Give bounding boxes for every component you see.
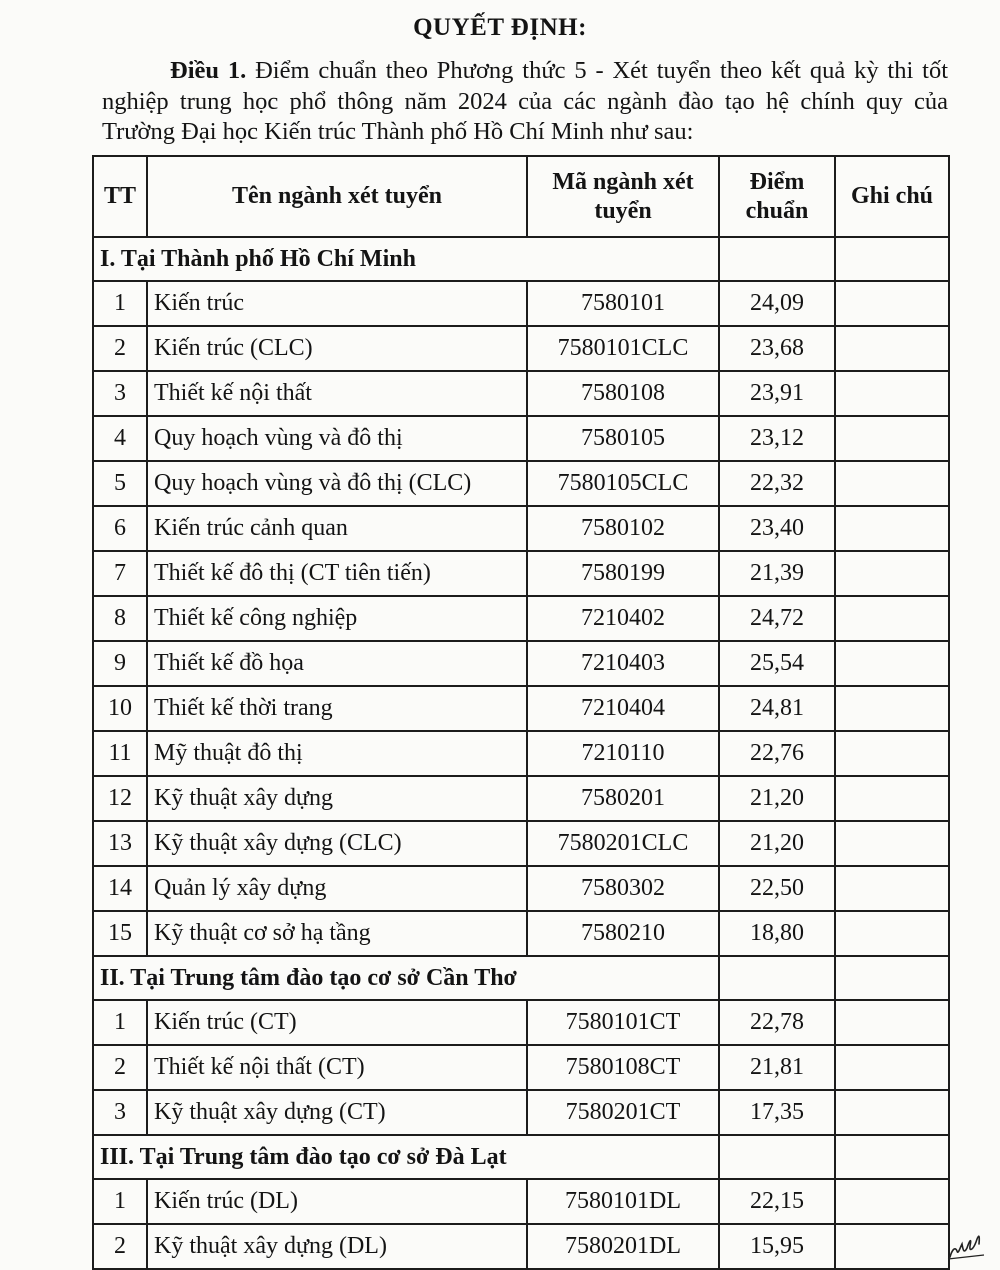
header-major-name: Tên ngành xét tuyển (147, 156, 527, 237)
major-name: Kiến trúc (CLC) (147, 326, 527, 371)
note-cell (835, 461, 949, 506)
major-name: Kiến trúc (147, 281, 527, 326)
major-name: Thiết kế thời trang (147, 686, 527, 731)
section-score-cell (719, 956, 835, 1000)
section-note-cell (835, 956, 949, 1000)
major-name: Thiết kế nội thất (147, 371, 527, 416)
cutoff-score: 23,12 (719, 416, 835, 461)
row-number: 3 (93, 371, 147, 416)
table-row (93, 911, 949, 956)
row-number: 9 (93, 641, 147, 686)
row-number: 2 (93, 1045, 147, 1090)
cutoff-score: 22,50 (719, 866, 835, 911)
major-code: 7580108CT (527, 1045, 719, 1090)
header-score: Điểm chuẩn (719, 156, 835, 237)
major-name: Kỹ thuật xây dựng (CT) (147, 1090, 527, 1135)
note-cell (835, 1045, 949, 1090)
major-name: Quy hoạch vùng và đô thị (CLC) (147, 461, 527, 506)
row-number: 1 (93, 1000, 147, 1045)
table-row (93, 776, 949, 821)
major-code: 7210402 (527, 596, 719, 641)
cutoff-score: 25,54 (719, 641, 835, 686)
article-label: Điều 1. (170, 57, 247, 84)
row-number: 4 (93, 416, 147, 461)
major-name: Thiết kế nội thất (CT) (147, 1045, 527, 1090)
section-note-cell (835, 1135, 949, 1179)
row-number: 2 (93, 1224, 147, 1269)
note-cell (835, 551, 949, 596)
major-name: Thiết kế đồ họa (147, 641, 527, 686)
table-row (93, 866, 949, 911)
cutoff-score: 22,76 (719, 731, 835, 776)
table-header-row (93, 156, 949, 237)
note-cell (835, 416, 949, 461)
major-code: 7580302 (527, 866, 719, 911)
article-text: Điểm chuẩn theo Phương thức 5 - Xét tuyển theo kết quả kỳ thi tốt nghiệp trung học phổ thông năm 2024 của các ngành đào tạo hệ chính quy của Trường Đại học Kiến trúc Thành phố Hồ Chí Minh như sau: (102, 57, 949, 145)
section-header-row (93, 956, 949, 1000)
major-code: 7580102 (527, 506, 719, 551)
note-cell (835, 1224, 949, 1269)
cutoff-score: 18,80 (719, 911, 835, 956)
article-paragraph (102, 56, 948, 148)
note-cell (835, 506, 949, 551)
table-row (93, 1179, 949, 1224)
major-name: Quy hoạch vùng và đô thị (147, 416, 527, 461)
table-row (93, 641, 949, 686)
table-row (93, 326, 949, 371)
major-code: 7210403 (527, 641, 719, 686)
row-number: 2 (93, 326, 147, 371)
row-number: 10 (93, 686, 147, 731)
major-code: 7210404 (527, 686, 719, 731)
major-code: 7580201 (527, 776, 719, 821)
note-cell (835, 326, 949, 371)
major-name: Kỹ thuật xây dựng (147, 776, 527, 821)
cutoff-score: 17,35 (719, 1090, 835, 1135)
note-cell (835, 911, 949, 956)
note-cell (835, 821, 949, 866)
major-code: 7580105CLC (527, 461, 719, 506)
table-row (93, 731, 949, 776)
cutoff-score: 22,78 (719, 1000, 835, 1045)
table-row (93, 596, 949, 641)
table-row (93, 416, 949, 461)
header-major-code: Mã ngành xét tuyển (527, 156, 719, 237)
major-code: 7580199 (527, 551, 719, 596)
major-code: 7580201CT (527, 1090, 719, 1135)
row-number: 5 (93, 461, 147, 506)
note-cell (835, 776, 949, 821)
row-number: 13 (93, 821, 147, 866)
table-row (93, 686, 949, 731)
row-number: 3 (93, 1090, 147, 1135)
cutoff-score: 23,40 (719, 506, 835, 551)
cutoff-score: 24,09 (719, 281, 835, 326)
cutoff-score: 21,39 (719, 551, 835, 596)
section-score-cell (719, 237, 835, 281)
major-name: Kỹ thuật cơ sở hạ tầng (147, 911, 527, 956)
table-row (93, 821, 949, 866)
row-number: 11 (93, 731, 147, 776)
major-name: Quản lý xây dựng (147, 866, 527, 911)
section-title: II. Tại Trung tâm đào tạo cơ sở Cần Thơ (93, 956, 719, 1000)
major-code: 7580210 (527, 911, 719, 956)
major-name: Kiến trúc (CT) (147, 1000, 527, 1045)
row-number: 8 (93, 596, 147, 641)
table-row (93, 371, 949, 416)
table-body (93, 237, 949, 1269)
row-number: 12 (93, 776, 147, 821)
section-title: I. Tại Thành phố Hồ Chí Minh (93, 237, 719, 281)
major-code: 7580101DL (527, 1179, 719, 1224)
table-row (93, 1224, 949, 1269)
header-note: Ghi chú (835, 156, 949, 237)
admission-score-table (92, 155, 950, 1270)
major-code: 7210110 (527, 731, 719, 776)
table-row (93, 551, 949, 596)
table-row (93, 1090, 949, 1135)
table-row (93, 1045, 949, 1090)
row-number: 15 (93, 911, 147, 956)
section-header-row (93, 1135, 949, 1179)
major-code: 7580108 (527, 371, 719, 416)
major-code: 7580101 (527, 281, 719, 326)
major-name: Thiết kế đô thị (CT tiên tiến) (147, 551, 527, 596)
cutoff-score: 21,20 (719, 821, 835, 866)
row-number: 1 (93, 281, 147, 326)
cutoff-score: 24,81 (719, 686, 835, 731)
section-score-cell (719, 1135, 835, 1179)
cutoff-score: 15,95 (719, 1224, 835, 1269)
document-heading: QUYẾT ĐỊNH: (413, 14, 587, 41)
major-name: Thiết kế công nghiệp (147, 596, 527, 641)
note-cell (835, 1090, 949, 1135)
note-cell (835, 596, 949, 641)
cutoff-score: 21,20 (719, 776, 835, 821)
note-cell (835, 1179, 949, 1224)
row-number: 1 (93, 1179, 147, 1224)
row-number: 7 (93, 551, 147, 596)
major-name: Kiến trúc (DL) (147, 1179, 527, 1224)
major-code: 7580105 (527, 416, 719, 461)
row-number: 14 (93, 866, 147, 911)
table-row (93, 281, 949, 326)
cutoff-score: 24,72 (719, 596, 835, 641)
cutoff-score: 23,91 (719, 371, 835, 416)
cutoff-score: 21,81 (719, 1045, 835, 1090)
major-code: 7580101CT (527, 1000, 719, 1045)
note-cell (835, 731, 949, 776)
note-cell (835, 1000, 949, 1045)
cutoff-score: 23,68 (719, 326, 835, 371)
note-cell (835, 281, 949, 326)
major-name: Mỹ thuật đô thị (147, 731, 527, 776)
table-row (93, 506, 949, 551)
section-title: III. Tại Trung tâm đào tạo cơ sở Đà Lạt (93, 1135, 719, 1179)
note-cell (835, 866, 949, 911)
major-code: 7580101CLC (527, 326, 719, 371)
section-header-row (93, 237, 949, 281)
note-cell (835, 686, 949, 731)
section-note-cell (835, 237, 949, 281)
table-row (93, 1000, 949, 1045)
table-row (93, 461, 949, 506)
cutoff-score: 22,32 (719, 461, 835, 506)
major-code: 7580201DL (527, 1224, 719, 1269)
major-code: 7580201CLC (527, 821, 719, 866)
signature-mark (946, 1224, 986, 1260)
major-name: Kiến trúc cảnh quan (147, 506, 527, 551)
major-name: Kỹ thuật xây dựng (DL) (147, 1224, 527, 1269)
note-cell (835, 641, 949, 686)
header-tt: TT (93, 156, 147, 237)
cutoff-score: 22,15 (719, 1179, 835, 1224)
row-number: 6 (93, 506, 147, 551)
major-name: Kỹ thuật xây dựng (CLC) (147, 821, 527, 866)
note-cell (835, 371, 949, 416)
